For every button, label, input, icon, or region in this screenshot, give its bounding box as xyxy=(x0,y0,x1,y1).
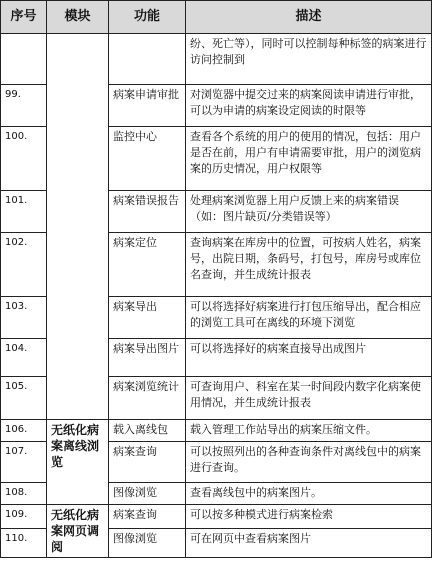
function-cell: 载入离线包 xyxy=(109,420,186,442)
function-cell: 病案查询 xyxy=(109,442,186,483)
row-number xyxy=(1,34,47,85)
table-header-row xyxy=(1,1,432,34)
description-cell: 载入管理工作站导出的病案压缩文件。 xyxy=(186,420,432,442)
function-cell: 监控中心 xyxy=(109,127,186,191)
table-row xyxy=(1,505,432,529)
function-cell xyxy=(109,34,186,85)
function-cell: 病案错误报告 xyxy=(109,191,186,233)
module-cell-blank xyxy=(47,34,109,420)
row-number: 103. xyxy=(1,297,47,339)
description-cell: 可以按照列出的各种查询条件对离线包中的病案进行查询。 xyxy=(186,442,432,483)
description-cell: 查看离线包中的病案图片。 xyxy=(186,483,432,505)
description-cell: 可以按多种模式进行病案检索 xyxy=(186,505,432,529)
module-web-view: 无纸化病案网页调阅 xyxy=(47,505,109,558)
row-number: 106. xyxy=(1,420,47,442)
description-cell: 可在网页中查看病案图片 xyxy=(186,528,432,557)
header-description: 描述 xyxy=(186,1,432,34)
row-number: 100. xyxy=(1,127,47,191)
function-cell: 病案导出图片 xyxy=(109,339,186,377)
description-cell: 可以将选择好的病案直接导出成图片 xyxy=(186,339,432,377)
row-number: 108. xyxy=(1,483,47,505)
function-cell: 病案浏览统计 xyxy=(109,377,186,420)
row-number: 101. xyxy=(1,191,47,233)
description-cell: 处理病案浏览器上用户反馈上来的病案错误（如：图片缺页/分类错误等） xyxy=(186,191,432,233)
function-cell: 病案导出 xyxy=(109,297,186,339)
function-cell: 图像浏览 xyxy=(109,528,186,557)
description-cell: 对浏览器中提交过来的病案阅读申请进行审批，可以为申请的病案设定阅读的时限等 xyxy=(186,85,432,127)
row-number: 107. xyxy=(1,442,47,483)
description-cell: 可以将选择好病案进行打包压缩导出，配合相应的浏览工具可在离线的环境下浏览 xyxy=(186,297,432,339)
function-cell: 图像浏览 xyxy=(109,483,186,505)
row-number: 110. xyxy=(1,528,47,557)
row-number: 109. xyxy=(1,505,47,529)
description-cell: 可查询用户、科室在某一时间段内数字化病案使用情况，并生成统计报表 xyxy=(186,377,432,420)
function-cell: 病案查询 xyxy=(109,505,186,529)
module-offline-browse: 无纸化病案离线浏览 xyxy=(47,420,109,505)
header-function: 功能 xyxy=(109,1,186,34)
function-cell: 病案定位 xyxy=(109,233,186,297)
description-cell: 查看各个系统的用户的使用的情况，包括：用户是否在前，用户有申请需要审批，用户的浏览病案的历史情况，用户权限等 xyxy=(186,127,432,191)
row-number: 102. xyxy=(1,233,47,297)
header-no: 序号 xyxy=(1,1,47,34)
description-cell: 纷、死亡等），同时可以控制每种标签的病案进行访问控制到 xyxy=(186,34,432,85)
function-cell: 病案申请审批 xyxy=(109,85,186,127)
description-cell: 查询病案在库房中的位置，可按病人姓名，病案号，出院日期，条码号，打包号，库房号或库位名查询，并生成统计报表 xyxy=(186,233,432,297)
header-module: 模块 xyxy=(47,1,109,34)
row-number: 105. xyxy=(1,377,47,420)
row-number: 99. xyxy=(1,85,47,127)
table-row xyxy=(1,420,432,442)
table-row xyxy=(1,34,432,85)
row-number: 104. xyxy=(1,339,47,377)
